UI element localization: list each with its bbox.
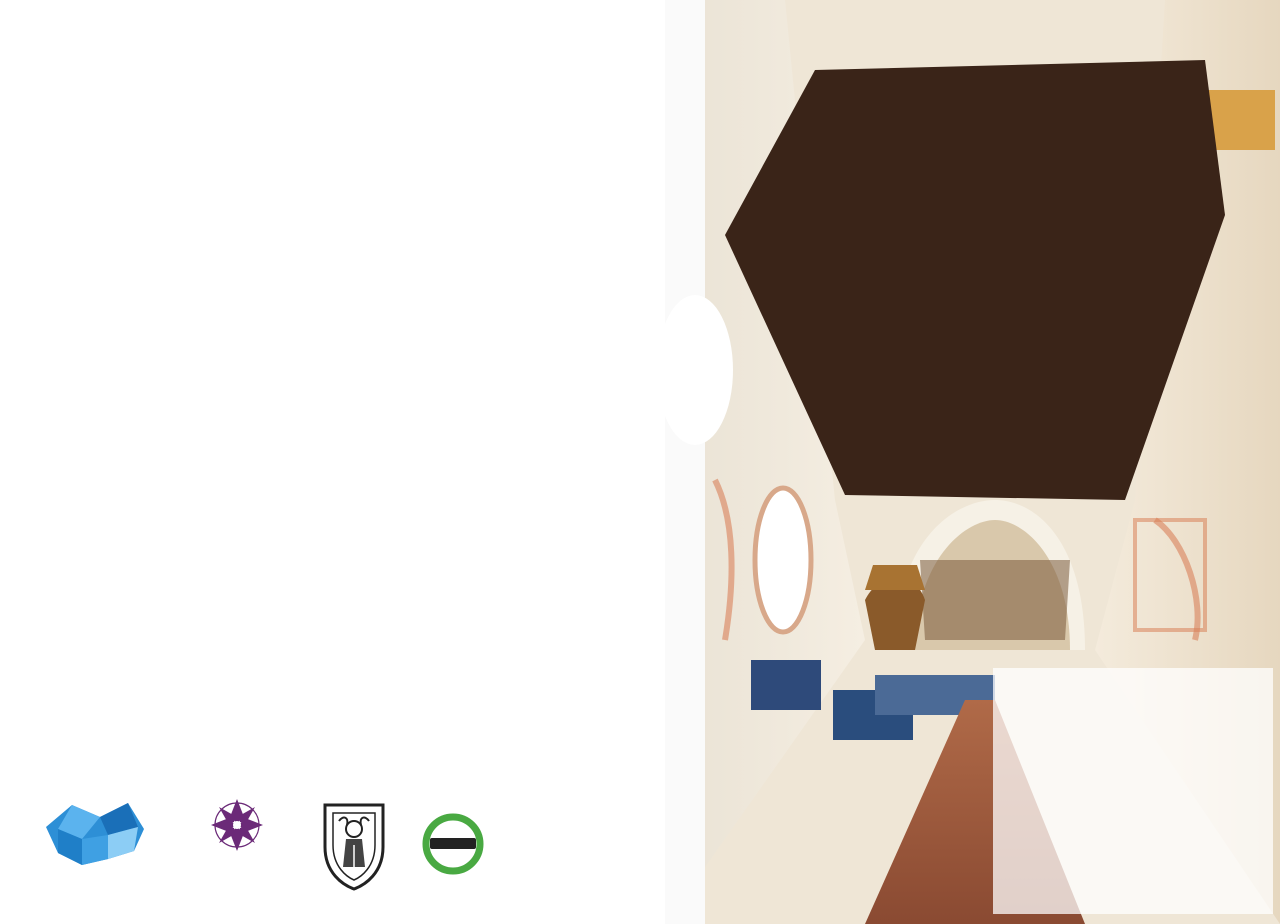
szszbmfu-logo [38,799,158,904]
sponsor-logos [0,795,665,915]
gregorian-society-emblem [313,797,395,893]
kozepkori-templomok-utja-logo [196,795,278,905]
contact-info-box [993,668,1273,914]
nea-logo [420,809,650,879]
